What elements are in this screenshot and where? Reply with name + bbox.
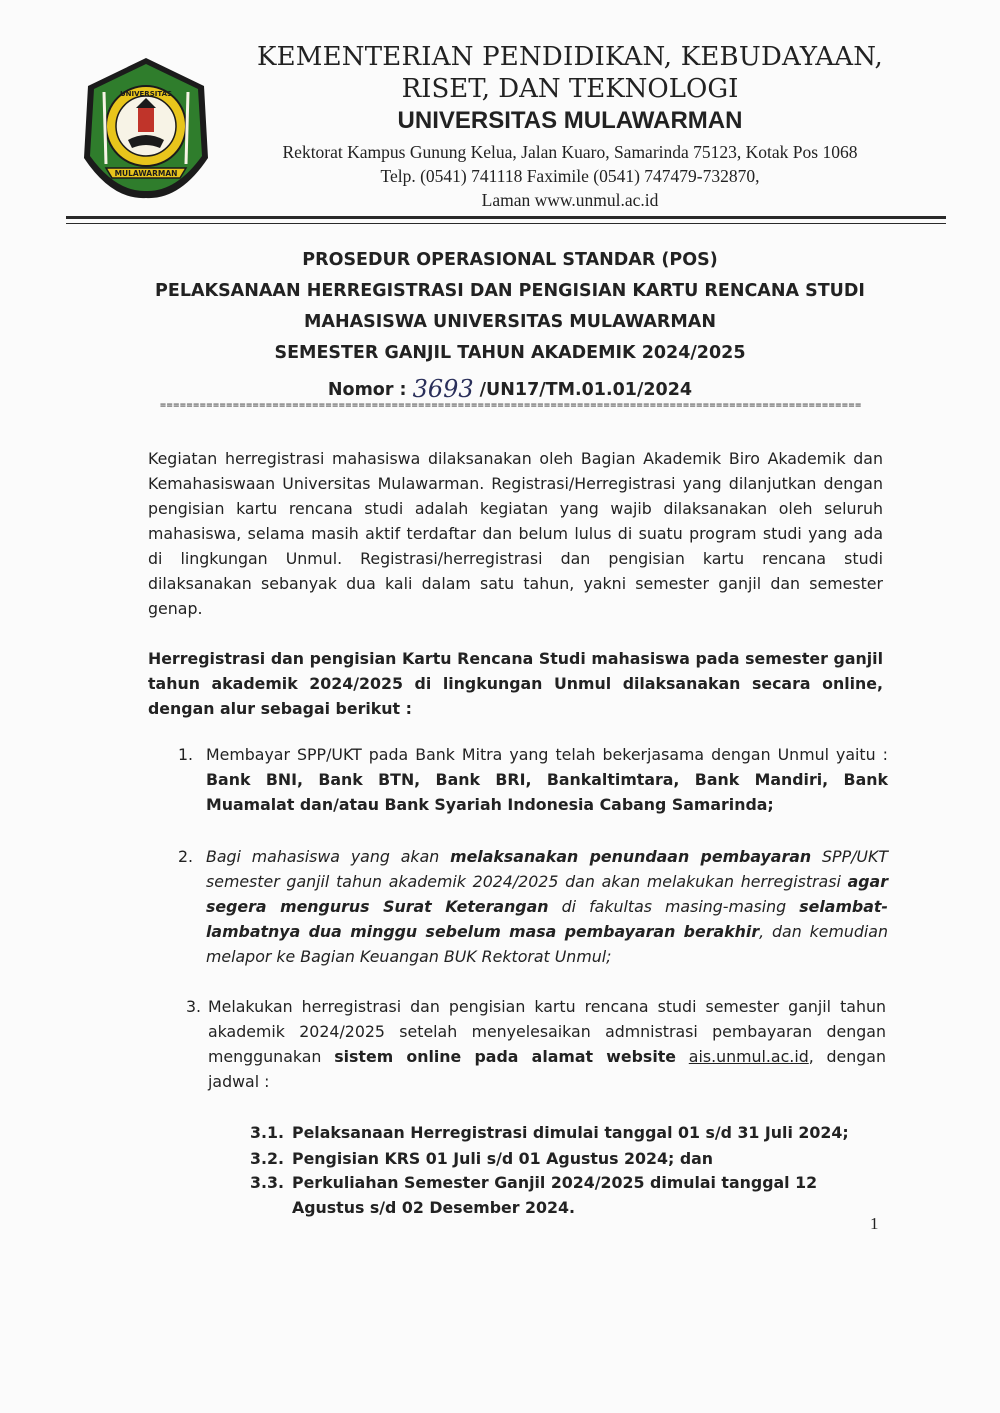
schedule-text: Pelaksanaan Herregistrasi dimulai tanggal 01 s/d 31 Juli 2024; <box>292 1123 849 1142</box>
list-item-1 <box>178 742 888 817</box>
document-title-line4: SEMESTER GANJIL TAHUN AKADEMIK 2024/2025 <box>274 343 746 363</box>
item-bold-text: selambat-lambatnya dua minggu sebelum masa pembayaran berakhir <box>206 897 888 941</box>
handwritten-number: 3693 <box>412 375 474 403</box>
university-logo <box>76 52 216 202</box>
list-number: 1. <box>178 745 194 764</box>
address-line: Rektorat Kampus Gunung Kelua, Jalan Kuaro, Samarinda 75123, Kotak Pos 1068 <box>282 142 858 162</box>
item-text: Bagi mahasiswa yang akan <box>206 847 451 866</box>
website-line: Laman www.unmul.ac.id <box>481 190 659 210</box>
item-text: Membayar SPP/UKT pada Bank Mitra yang telah bekerjasama dengan Unmul yaitu : <box>206 745 888 764</box>
schedule-number: 3.2. <box>250 1149 284 1168</box>
item-text: di fakultas masing-masing <box>548 897 800 916</box>
list-item-text <box>206 742 888 817</box>
university-name: UNIVERSITAS MULAWARMAN <box>397 107 743 134</box>
list-item-text <box>206 844 888 969</box>
item-text: , dengan jadwal : <box>208 1047 887 1091</box>
website-link[interactable]: ais.unmul.ac.id <box>688 1047 809 1066</box>
document-title-line3: MAHASISWA UNIVERSITAS MULAWARMAN <box>304 312 716 332</box>
schedule-text: Perkuliahan Semester Ganjil 2024/2025 dimulai tanggal 12 Agustus s/d 02 Desember 2024. <box>292 1173 818 1217</box>
letterhead-address <box>225 140 915 212</box>
list-number: 3. <box>186 997 202 1016</box>
schedule-number: 3.1. <box>250 1123 284 1142</box>
item-bold-text: agar segera mengurus Surat Keterangan <box>206 872 888 916</box>
item-bold-text: melaksanakan penundaan pembayaran <box>450 847 812 866</box>
ministry-name-line1: KEMENTERIAN PENDIDIKAN, KEBUDAYAAN, <box>257 42 883 72</box>
phone-line: Telp. (0541) 741118 Faximile (0541) 747479-732870, <box>380 166 760 186</box>
schedule-item-2 <box>250 1146 890 1171</box>
nomor-suffix: /UN17/TM.01.01/2024 <box>479 380 693 400</box>
logo-arc-text: UNIVERSITAS <box>119 90 173 98</box>
letterhead-rule-thin <box>66 223 946 224</box>
list-item-2 <box>178 844 888 969</box>
item-bold-text: Bank BNI, Bank BTN, Bank BRI, Bankaltimtara, Bank Mandiri, Bank Muamalat dan/atau Bank Syariah Indonesia Cabang Samarinda; <box>206 770 888 814</box>
schedule-item-1 <box>250 1120 890 1145</box>
logo-banner-text: MULAWARMAN <box>114 169 178 178</box>
item-text: SPP/UKT semester ganjil tahun akademik 2024/2025 dan akan melakukan herregistrasi <box>206 847 888 891</box>
list-item-text <box>208 994 886 1094</box>
page-number: 1 <box>870 1214 879 1233</box>
schedule-number: 3.3. <box>250 1173 284 1192</box>
item-text: Melakukan herregistrasi dan pengisian kartu rencana studi semester ganjil tahun akademik 2024/2025 setelah menyelesaikan admnistrasi pembayaran dengan menggunakan <box>208 997 886 1066</box>
letterhead-rule-thick <box>66 216 946 219</box>
schedule-item-3 <box>250 1170 890 1220</box>
title-separator: ========================================================================================================== <box>160 400 862 411</box>
list-number: 2. <box>178 847 194 866</box>
schedule-text: Pengisian KRS 01 Juli s/d 01 Agustus 2024; dan <box>292 1149 714 1168</box>
ministry-name-line2: RISET, DAN TEKNOLOGI <box>401 74 739 104</box>
nomor-label: Nomor : <box>327 380 407 400</box>
document-title-line2: PELAKSANAAN HERREGISTRASI DAN PENGISIAN KARTU RENCANA STUDI <box>155 281 865 301</box>
intro-paragraph: Kegiatan herregistrasi mahasiswa dilaksanakan oleh Bagian Akademik Biro Akademik dan Kemahasiswaan Universitas Mulawarman. Registrasi/Herregistrasi yang dilanjutkan dengan pengisian kartu rencana studi adalah kegiatan yang wajib dilaksanakan oleh seluruh mahasiswa, selama masih aktif terdaftar dan belum lulus di suatu program studi yang ada di lingkungan Unmul. Registrasi/herregistrasi dan pengisian kartu rencana studi dilaksanakan sebanyak dua kali dalam satu tahun, yakni semester ganjil dan semester genap. <box>148 449 883 618</box>
item-bold-text: sistem online pada alamat website <box>334 1047 677 1066</box>
document-title-line1: PROSEDUR OPERASIONAL STANDAR (POS) <box>302 250 718 270</box>
lead-paragraph: Herregistrasi dan pengisian Kartu Rencana Studi mahasiswa pada semester ganjil tahun akademik 2024/2025 di lingkungan Unmul dilaksanakan secara online, dengan alur sebagai berikut : <box>148 649 883 718</box>
list-item-3 <box>186 994 886 1094</box>
document-number <box>100 373 920 401</box>
item-text: , dan kemudian melapor ke Bagian Keuangan BUK Rektorat Unmul; <box>206 922 888 966</box>
